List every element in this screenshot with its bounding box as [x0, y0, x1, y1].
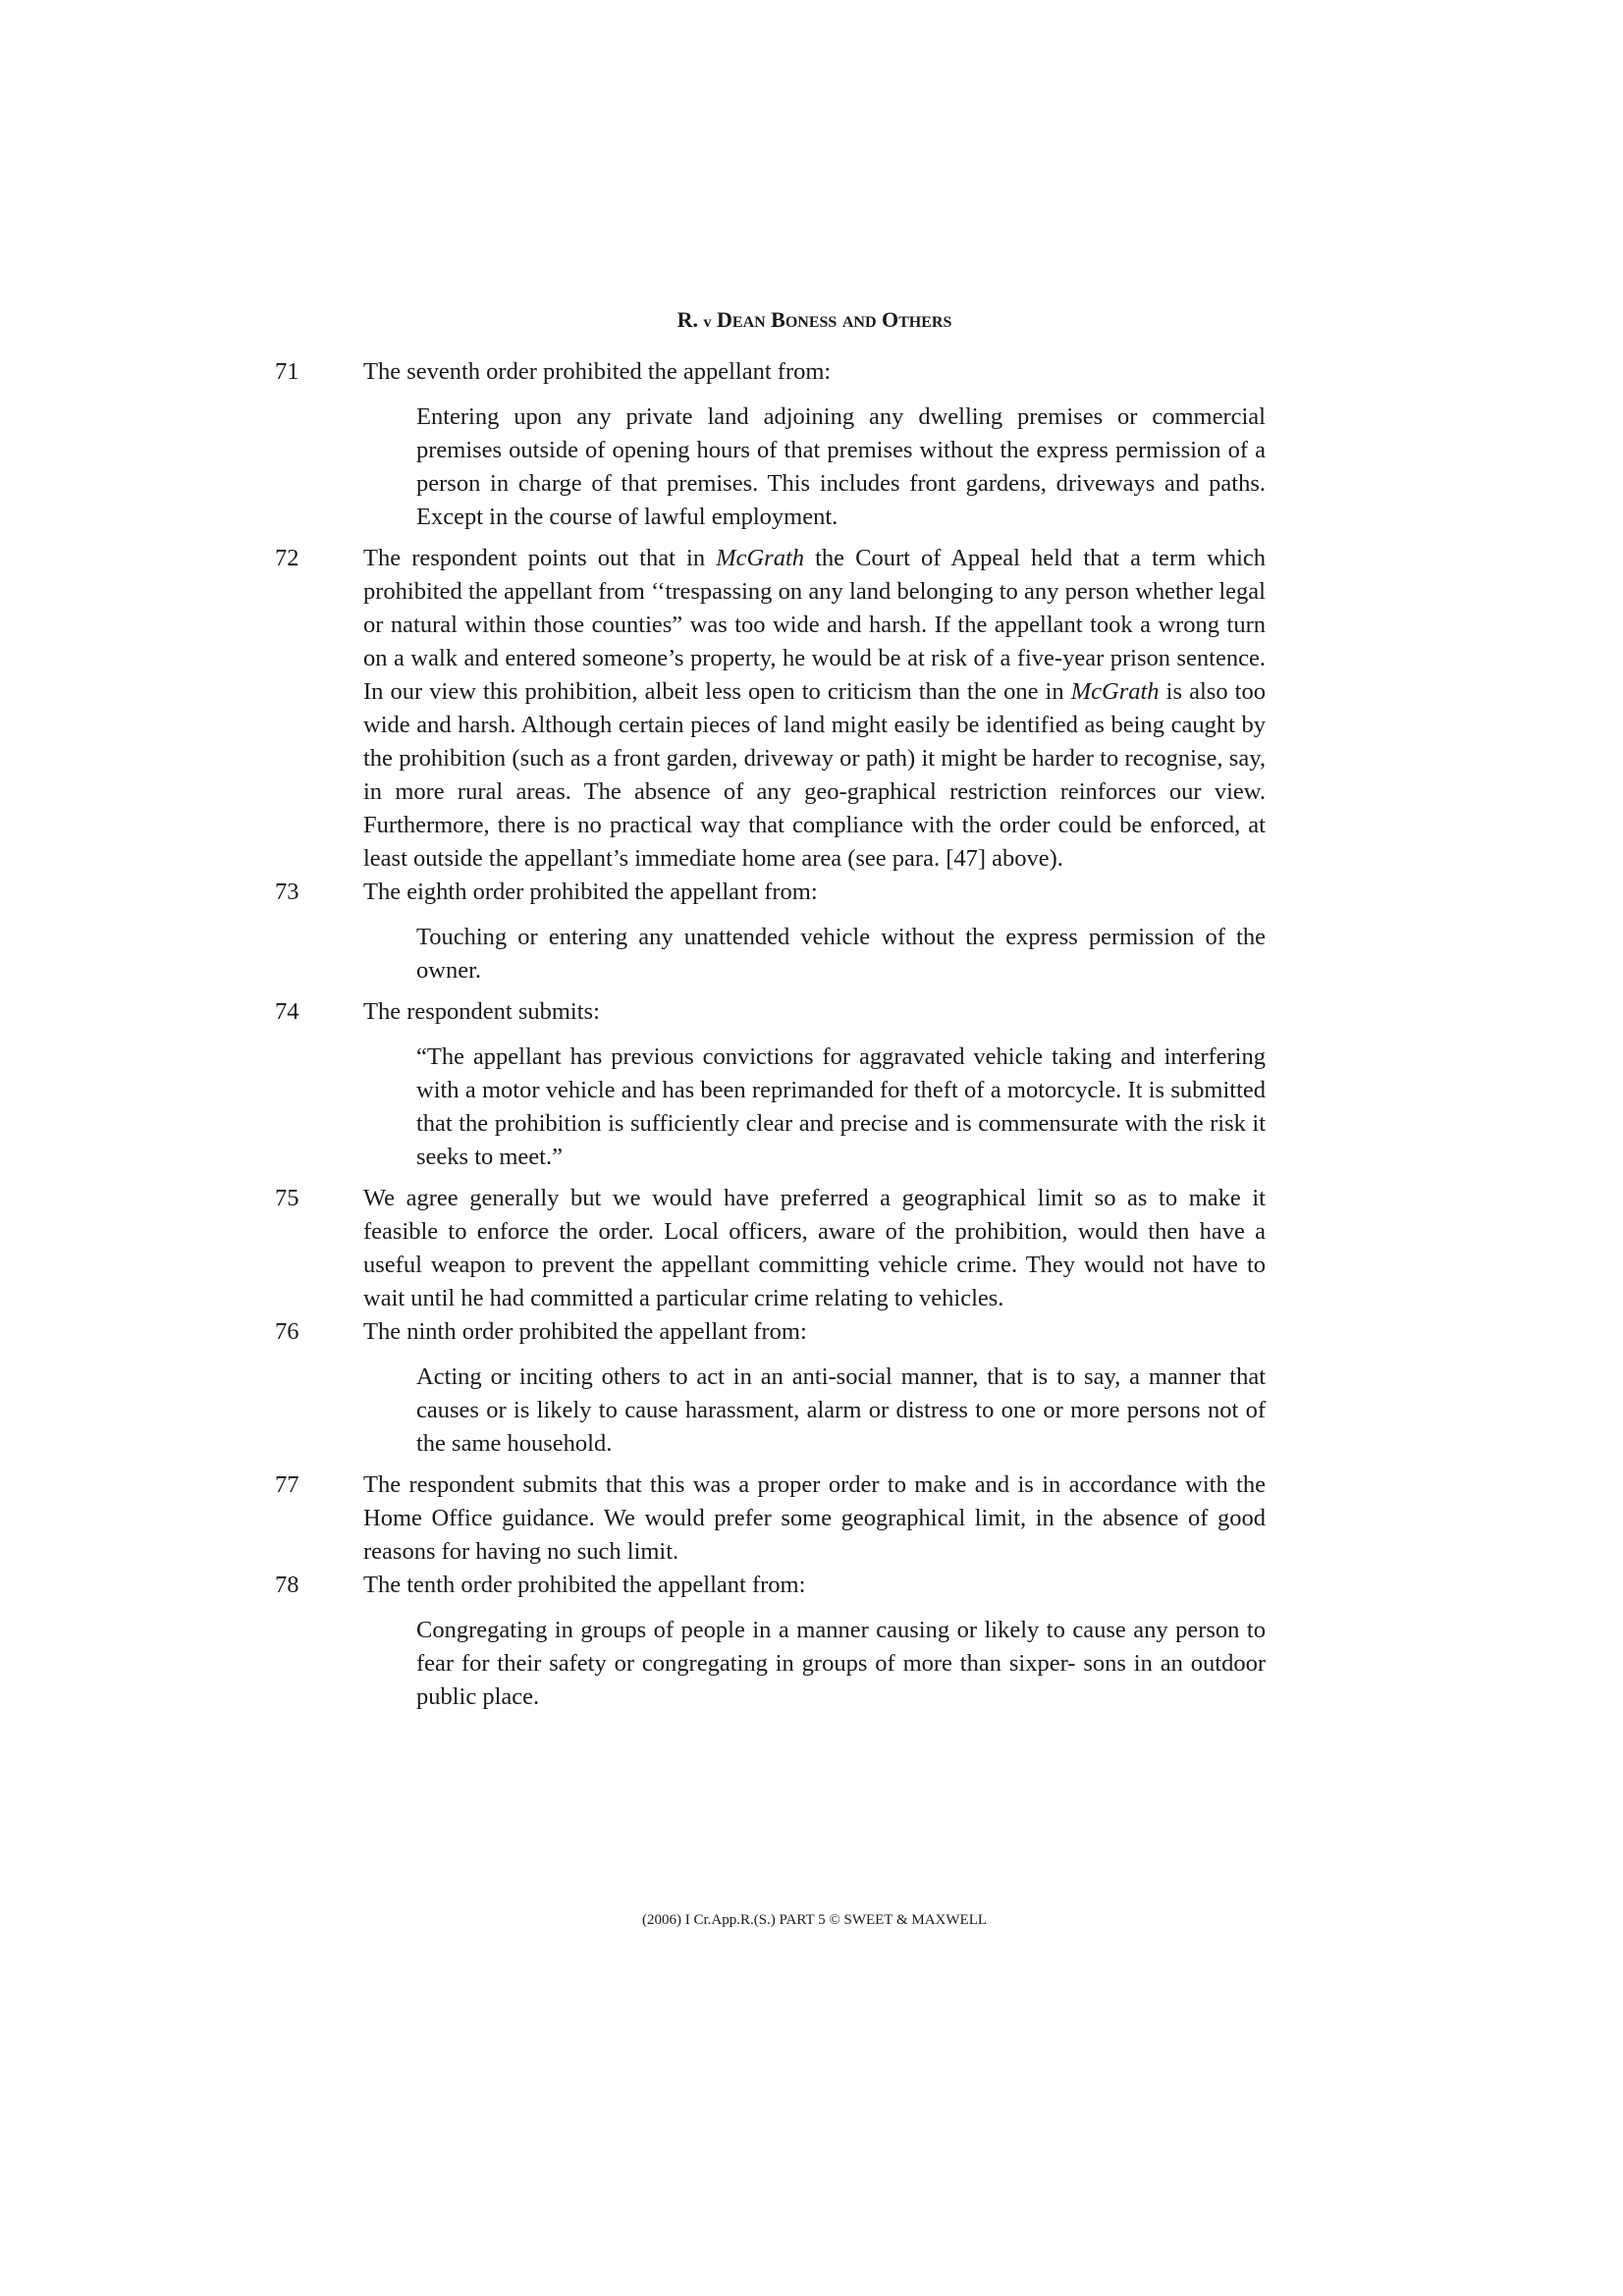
paragraph-text: The tenth order prohibited the appellant from:: [363, 1572, 806, 1598]
quoted-order: Congregating in groups of people in a manner causing or likely to cause any person to fear for their safety or congregating in groups of more than sixper- sons in an outdoor public place.: [416, 1617, 1266, 1710]
paragraph-text: The eighth order prohibited the appellant from:: [363, 879, 818, 905]
paragraph-number: 77: [275, 1471, 299, 1498]
paragraph-number: 76: [275, 1318, 299, 1345]
case-name: McGrath: [1070, 678, 1160, 705]
paragraph-71: [275, 355, 1266, 389]
paragraph-number: 74: [275, 998, 299, 1025]
paragraph-number: 75: [275, 1185, 299, 1211]
paragraph-number: 71: [275, 358, 299, 385]
running-header: [363, 306, 1266, 337]
page-footer: (2006) I Cr.App.R.(S.) PART 5 © SWEET & MAXWELL: [641, 1912, 988, 1928]
body-text: [275, 355, 1266, 1722]
case-name: McGrath: [716, 545, 805, 571]
paragraph-number: 72: [275, 545, 299, 571]
paragraph-text: The ninth order prohibited the appellant from:: [363, 1318, 807, 1345]
paragraph-text: The respondent points out that in McGrath the Court of Appeal held that a term which prohibited the appellant from ‘‘trespassing on any land belonging to any person whether legal or natural within those counties” was too wide and harsh. If the appellant took a wrong turn on a walk and entered someone’s property, he would be at risk of a five-year prison sentence. In our view this prohibition, albeit less open to criticism than the one in McGrath is also too wide and harsh. Although certain pieces of land might easily be identified as being caught by the prohibition (such as a front garden, driveway or path) it might be harder to recognise, say, in more rural areas. The absence of any geo-graphical restriction reinforces our view. Furthermore, there is no practical way that compliance with the order could be enforced, at least outside the appellant’s immediate home area (see para. [47] above).: [363, 545, 1267, 872]
header-name-b: BONESS: [771, 307, 838, 332]
paragraph-77: [275, 1468, 1266, 1569]
paragraph-number: 73: [275, 879, 299, 905]
paragraph-75: [275, 1182, 1266, 1315]
paragraph-72: [275, 542, 1266, 876]
paragraph-76: [275, 1315, 1266, 1349]
paragraph-78: [275, 1569, 1266, 1602]
paragraph-text: The respondent submits that this was a proper order to make and is in accordance with the Home Office guidance. We would prefer some geographical limit, in the absence of good reasons for having no such limit.: [363, 1471, 1266, 1565]
quoted-order: Touching or entering any unattended vehicle without the express permission of the owner.: [416, 924, 1266, 984]
paragraph-number: 78: [275, 1572, 299, 1598]
paragraph-text: The seventh order prohibited the appellant from:: [363, 358, 832, 385]
paragraph-73: [275, 876, 1266, 909]
quoted-order: Acting or inciting others to act in an anti-social manner, that is to say, a manner that causes or is likely to cause harassment, alarm or distress to one or more persons not of the same household.: [416, 1363, 1266, 1457]
header-v: v: [703, 314, 712, 331]
quoted-submission: “The appellant has previous convictions for aggravated vehicle taking and interfering with a motor vehicle and has been reprimanded for theft of a motorcycle. It is submitted that the prohibition is sufficiently clear and precise and is commensurate with the risk it seeks to meet.”: [416, 1043, 1266, 1170]
header-name-o: OTHERS: [882, 307, 952, 332]
quoted-order: Entering upon any private land adjoining any dwelling premises or commercial premises outside of opening hours of that premises without the express permission of a person in charge of that premises. This includes front gardens, driveways and paths. Except in the course of lawful employment.: [416, 403, 1266, 530]
header-and: AND: [841, 314, 877, 331]
paragraph-text: We agree generally but we would have preferred a geographical limit so as to make it feasible to enforce the order. Local officers, aware of the prohibition, would then have a useful weapon to prevent the appellant committing vehicle crime. They would not have to wait until he had committed a particular crime relating to vehicles.: [363, 1185, 1266, 1311]
paragraph-text: The respondent submits:: [363, 998, 600, 1025]
header-name-d: DEAN: [717, 307, 766, 332]
header-initial: R.: [676, 307, 698, 332]
paragraph-74: [275, 995, 1266, 1029]
